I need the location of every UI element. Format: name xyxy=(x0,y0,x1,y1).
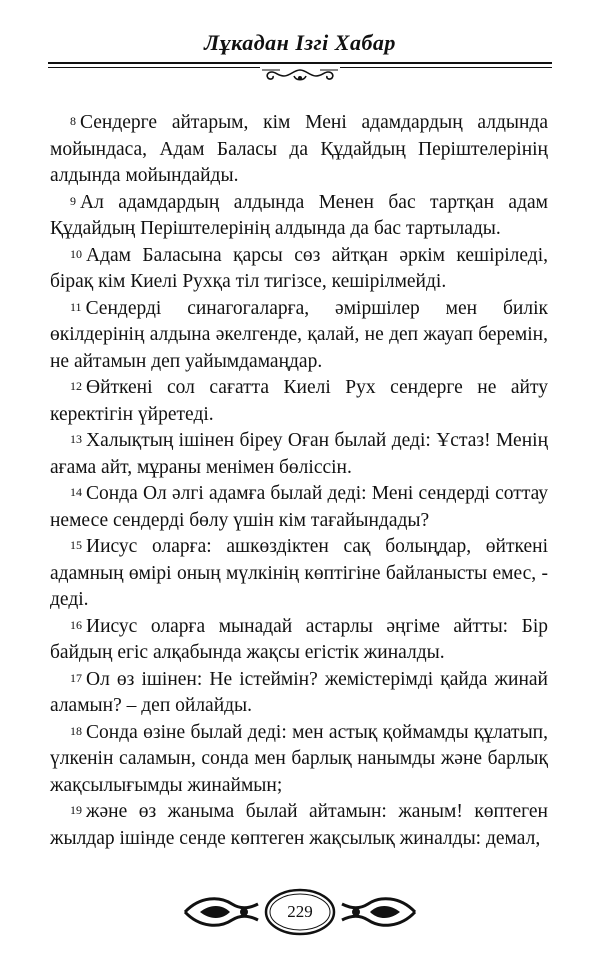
verse-number: 14 xyxy=(70,485,82,499)
verse xyxy=(50,799,548,852)
verse xyxy=(50,375,548,428)
verse-text: Ол өз ішінен: Не істеймін? жемістерімді қайда жинай аламын? – деп ойлайды. xyxy=(50,668,548,716)
verse xyxy=(50,243,548,296)
verse xyxy=(50,190,548,243)
header-ornament-icon xyxy=(260,66,340,86)
verse-number: 9 xyxy=(70,193,76,208)
verse xyxy=(50,667,548,720)
verse-text: Иисус оларға: ашкөздіктен сақ болыңдар, өйткені адамның өмірі оның мүлкінің көптігіне байланысты емес, - деді. xyxy=(50,536,548,610)
verse-text: Халықтың ішінен біреу Оған былай деді: Ұстаз! Менің ағама айт, мұраны менімен бөліссін. xyxy=(50,430,548,478)
verse-number: 11 xyxy=(70,299,82,314)
verse-number: 19 xyxy=(70,803,82,817)
verse-text: Адам Баласына қарсы сөз айтқан әркім кешіріледі, бірақ кім Киелі Рухқа тіл тигізсе, кешірілмейді. xyxy=(50,244,548,292)
verse-text: Сонда өзіне былай деді: мен астық қоймамды құлатып, үлкенін саламын, сонда мен барлық нанымды және барлық жақсылығымды жинаймын; xyxy=(50,721,548,796)
verse-text: Сонда Ол әлгі адамға былай деді: Мені сендерді соттау немесе сендерді бөлу үшін кім тағайындады? xyxy=(50,483,548,531)
verse xyxy=(50,720,548,800)
header-rule-thick xyxy=(48,62,552,64)
verse xyxy=(50,110,548,190)
verse-number: 18 xyxy=(70,723,82,738)
verse-text: және өз жаныма былай айтамын: жаным! көптеген жылдар ішінде сенде көптеген жақсылық жиналды: демал, xyxy=(50,801,548,849)
verse xyxy=(50,296,548,376)
verse-text: Сендерге айтарым, кім Мені адамдардың алдында мойындаса, Адам Баласы да Құдайдың Періштелерінің алдында мойындайды. xyxy=(50,112,548,186)
verse-number: 16 xyxy=(70,617,82,632)
verse xyxy=(50,428,548,481)
verse xyxy=(50,614,548,667)
verse-text: Иисус оларға мынадай астарлы әңгіме айтты: Бір байдың егіс алқабында жақсы егістік жиналды. xyxy=(50,615,548,663)
verse-number: 10 xyxy=(70,246,82,261)
verse-text: Сендерді синагогаларға, әміршілер мен билік өкілдерінің алдына әкелгенде, қалай, не деп жауап беремін, не айтамын деп уайымдамаңдар. xyxy=(50,297,548,372)
running-header-title: Лұкадан Ізгі Хабар xyxy=(204,30,396,55)
verse-number: 17 xyxy=(70,670,82,685)
scripture-body xyxy=(50,110,548,852)
verse-number: 8 xyxy=(70,114,76,128)
verse xyxy=(50,534,548,614)
verse xyxy=(50,481,548,534)
verse-number: 12 xyxy=(70,379,82,393)
verse-number: 15 xyxy=(70,538,82,552)
verse-number: 13 xyxy=(70,432,82,446)
verse-text: Өйткені сол сағатта Киелі Рух сендерге не айту керектігін үйретеді. xyxy=(50,377,548,425)
verse-text: Ал адамдардың алдында Менен бас тартқан адам Құдайдың Періштелерінің алдында да бас тартылады. xyxy=(50,191,548,239)
page-number: 229 xyxy=(287,902,313,921)
page-footer xyxy=(0,882,600,942)
